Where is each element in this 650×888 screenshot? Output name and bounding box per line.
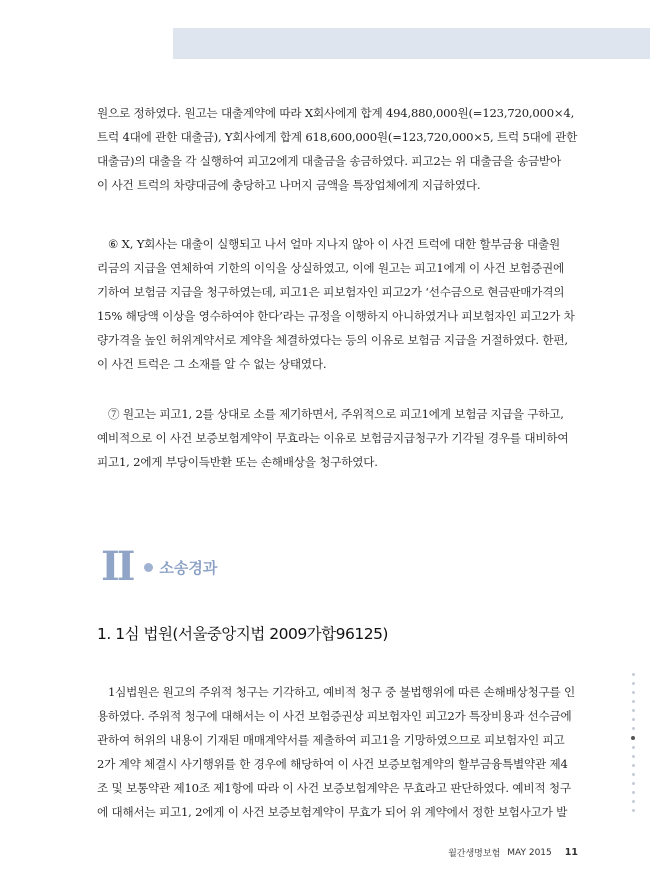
text-line: 에 대해서는 피고1, 2에게 이 사건 보증보험계약이 무효가 되어 위 계약에서 정한 보험사고가 발	[97, 805, 568, 819]
indicator-dot	[632, 791, 635, 794]
text-line: 이 사건 트럭은 그 소재를 알 수 없는 상태였다.	[97, 357, 327, 371]
text-line: 트럭 4대에 관한 대출금), Y회사에게 합계 618,600,000원(=123,720,000×5, 트럭 5대에 관한	[97, 130, 578, 144]
text-line: 조 및 보통약관 제10조 제1항에 따라 이 사건 보증보험계약은 무효라고 판단하였다. 예비적 청구	[97, 781, 571, 795]
text-line: 관하여 허위의 내용이 기재된 매매계약서를 제출하여 피고1을 기망하였으므로 피보험자인 피고	[97, 733, 565, 747]
indicator-dot	[632, 746, 635, 749]
text-line: 피고1, 2에게 부당이득반환 또는 손해배상을 청구하였다.	[97, 455, 378, 469]
section-numeral: II	[101, 543, 133, 590]
text-line: 기하여 보험금 지급을 청구하였는데, 피고1은 피보험자인 피고2가 ‘선수금으로 현금판매가격의	[97, 285, 565, 299]
text-line: 이 사건 트럭의 차량대금에 충당하고 나머지 금액을 특장업체에게 지급하였다.	[97, 178, 481, 192]
text-line: ⑥ X, Y회사는 대출이 실행되고 나서 얼마 지나지 않아 이 사건 트럭에 대한 할부금융 대출원	[108, 237, 560, 251]
page-position-indicator	[630, 673, 636, 818]
indicator-dot	[632, 764, 635, 767]
text-line: ⑦ 원고는 피고1, 2를 상대로 소를 제기하면서, 주위적으로 피고1에게 보험금 지급을 구하고,	[108, 407, 564, 421]
paragraph-item-6	[97, 232, 619, 376]
paragraph-first-instance	[97, 680, 619, 824]
text-line: 1심법원은 원고의 주위적 청구는 기각하고, 예비적 청구 중 불법행위에 따른 손해배상청구를 인	[108, 685, 575, 699]
text-line: 원으로 정하였다. 원고는 대출계약에 따라 X회사에게 합계 494,880,000원(=123,720,000×4,	[97, 106, 575, 120]
indicator-dot	[632, 809, 635, 812]
text-line: 용하였다. 주위적 청구에 대해서는 이 사건 보험증권상 피보험자인 피고2가 특장비용과 선수금에	[97, 709, 572, 723]
paragraph-item-7	[97, 402, 619, 474]
header-band	[173, 28, 650, 59]
bullet-icon	[144, 563, 153, 572]
indicator-dot	[632, 691, 635, 694]
indicator-dot	[632, 782, 635, 785]
issue-date: MAY 2015	[507, 847, 552, 858]
section-heading	[101, 543, 217, 591]
text-line: 대출금)의 대출을 각 실행하여 피고2에게 대출금을 송금하였다. 피고2는 위 대출금을 송금받아	[97, 154, 562, 168]
indicator-dot	[632, 718, 635, 721]
section-title: 소송경과	[159, 558, 218, 577]
text-line: 량가격을 높인 허위계약서로 계약을 체결하였다는 등의 이유로 보험금 지급을 거절하였다. 한편,	[97, 333, 568, 347]
indicator-dot	[632, 700, 635, 703]
text-line: 예비적으로 이 사건 보증보험계약이 무효라는 이유로 보험금지급청구가 기각될 경우를 대비하여	[97, 431, 569, 445]
indicator-dot	[632, 755, 635, 758]
indicator-dot-active	[631, 736, 635, 740]
indicator-dot	[632, 800, 635, 803]
indicator-dot	[632, 773, 635, 776]
subheading: 1. 1심 법원(서울중앙지법 2009가합96125)	[97, 625, 388, 643]
indicator-dot	[632, 673, 635, 676]
footer	[448, 846, 578, 859]
paragraph-continuation	[97, 101, 619, 197]
indicator-dot	[632, 709, 635, 712]
indicator-dot	[632, 682, 635, 685]
publication-name: 월간생명보험	[448, 849, 501, 859]
text-line: 15% 해당액 이상을 영수하여야 한다’라는 규정을 이행하지 아니하였거나 피보험자인 피고2가 차	[97, 309, 575, 323]
text-line: 2가 계약 체결시 사기행위를 한 경우에 해당하여 이 사건 보증보험계약의 할부금융특별약관 제4	[97, 757, 568, 771]
indicator-dot	[632, 727, 635, 730]
page-number: 11	[564, 847, 578, 858]
text-line: 리금의 지급을 연체하여 기한의 이익을 상실하였고, 이에 원고는 피고1에게 이 사건 보험증권에	[97, 261, 564, 275]
